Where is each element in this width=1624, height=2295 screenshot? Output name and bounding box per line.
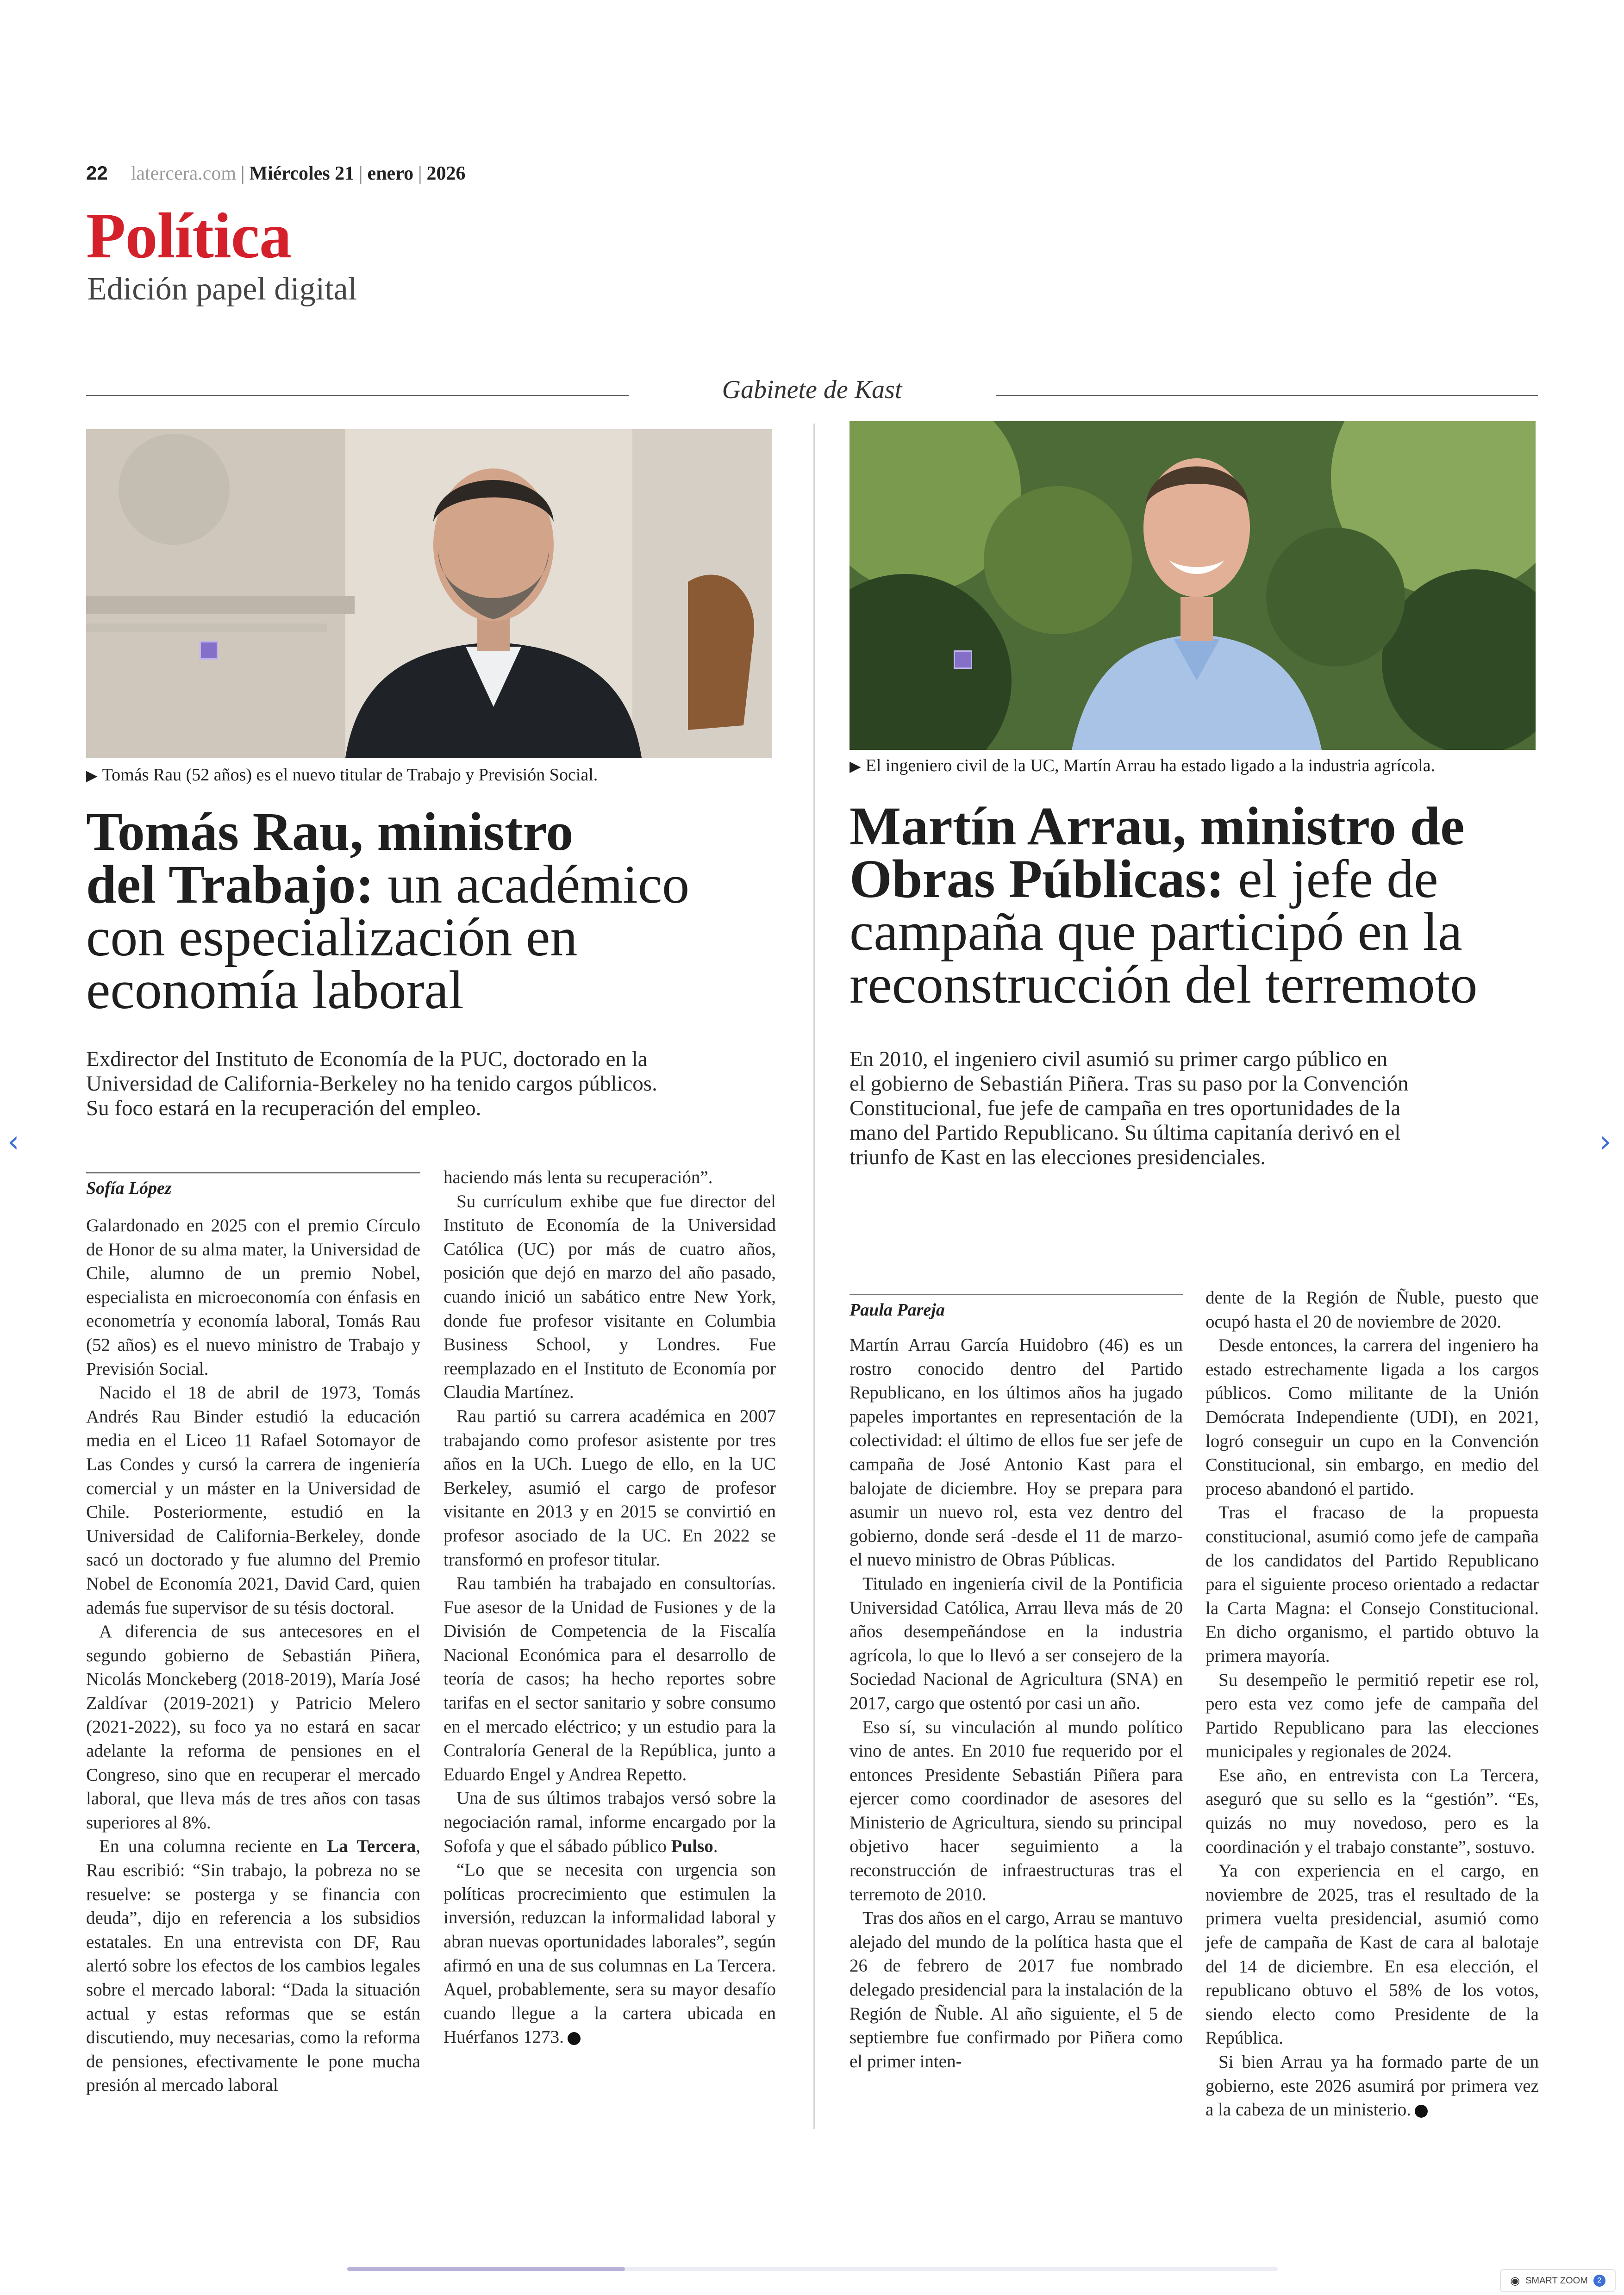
paragraph: En una columna reciente en La Tercera, Rau escribió: “Sin trabajo, la pobreza no se resuelve: se posterga y se financia con deuda”, dijo en referencia a los subsidios estatales. En una entrevista con DF, Rau alertó sobre los efectos de los cambios legales sobre el mercado laboral: “Dada la situación actual y estas reformas que se están discutiendo, muy necesarias, como la reforma de pensiones, efectivamente le pone mucha presión al mercado laboral: [86, 1836, 420, 2095]
edition-subtitle: Edición papel digital: [87, 271, 357, 307]
paragraph: Tras el fracaso de la propuesta constitucional, asumió como jefe de campaña de los candidatos del Partido Republicano para el siguiente proceso orientado a redactar la Carta Magna: el Consejo Constitucional. En dicho organismo, el partido obtuvo la primera mayoría.: [1206, 1503, 1539, 1666]
paragraph: Rau también ha trabajado en consultorías. Fue asesor de la Unidad de Fusiones y de la División de Competencia de la Fiscalía Nacional Económica para el desarrollo de teoría de casos; ha hecho reportes sobre tarifas en el sector sanitario y sobre consumo en el mercado eléctrico; y un estudio para la Contraloría General de la República, junto a Eduardo Engel y Andrea Repetto.: [443, 1573, 776, 1784]
smart-zoom-label: SMART ZOOM: [1525, 2275, 1588, 2286]
photo-badge-icon: [200, 641, 218, 660]
prev-page-arrow-icon[interactable]: ‹: [7, 1125, 19, 1159]
photo-caption-arrau: ▶ El ingeniero civil de la UC, Martín Arrau ha estado ligado a la industria agrícola.: [849, 756, 1436, 775]
paragraph: Ya con experiencia en el cargo, en noviembre de 2025, tras el resultado de la primera vuelta presidencial, asumió como jefe de campaña de Kast de cara al balotaje del 14 de diciembre. En esa elección, el republicano obtuvo el 58% de los votos, siendo electo como Presidente de la República.: [1206, 1861, 1539, 2048]
next-page-arrow-icon[interactable]: ›: [1599, 1125, 1612, 1159]
paragraph: Eso sí, su vinculación al mundo político vino de antes. En 2010 fue requerido por el entonces Presidente Sebastián Piñera para ejercer como coordinador de asesores del Ministerio de Agricultura, siendo su principal objetivo hacer seguimiento a la reconstrucción de infraestructuras tras el terremoto de 2010.: [849, 1717, 1183, 1904]
smart-zoom-button[interactable]: [1500, 2269, 1616, 2292]
paragraph: Su currículum exhibe que fue director del Instituto de Economía de la Universidad Católica (UC) por más de cuatro años, posición que dejó en marzo del año pasado, cuando inició un sabático entre New York, donde fue profesor visitante en Columbia Business School, y Londres. Fue reemplazado en el Instituto de Economía por Claudia Martínez.: [443, 1191, 776, 1403]
photo-rau-illustration: [86, 429, 772, 758]
paragraph: Si bien Arrau ya ha formado parte de un gobierno, este 2026 asumirá por primera vez a la cabeza de un ministerio.: [1206, 2052, 1539, 2120]
paragraph: A diferencia de sus antecesores en el segundo gobierno de Sebastián Piñera, Nicolás Monckeberg (2018-2019), María José Zaldívar (2019-2021) y Patricio Melero (2021-2022), su foco ya no estará en sacar adelante la reforma de pensiones en el Congreso, sino que en recuperar el mercado laboral, que lleva más de tres años con tasas superiores al 8%.: [86, 1621, 420, 1833]
body-rau-col2: [443, 1166, 776, 2049]
date-day: Miércoles 21: [249, 163, 355, 184]
paragraph: Titulado en ingeniería civil de la Pontificia Universidad Católica, Arrau lleva más de 20 años desempeñándose en la industria agrícola, lo que lo llevó a ser consejero de la Sociedad Nacional de Agricultura (SNA) en 2017, cargo que ostentó por casi un año.: [849, 1573, 1183, 1713]
date-month: enero: [367, 163, 414, 184]
photo-caption-rau: ▶ Tomás Rau (52 años) es el nuevo titular de Trabajo y Previsión Social.: [86, 765, 598, 785]
paragraph: “Lo que se necesita con urgencia son políticas procrecimiento que estimulen la inversión, reduzcan la informalidad laboral y abran nuevas oportunidades laborales”, según afirmó en una de sus columnas en La Tercera. Aquel, probablemente, sera su mayor desafío cuando llegue a la cartera ubicada en Huérfanos 1273.: [443, 1860, 776, 2047]
header-dateline: 22 latercera.com | Miércoles 21 | enero | 2026: [86, 162, 466, 184]
paragraph: Martín Arrau García Huidobro (46) es un rostro conocido dentro del Partido Republicano, en los últimos años ha jugado papeles importantes en representación de la colectividad: el último de ellos fue ser jefe de campaña de José Antonio Kast para el balojate de diciembre. Hoy se prepara para asumir un nuevo rol, esta vez dentro del gobierno, donde será -desde el 11 de marzo- el nuevo ministro de Obras Públicas.: [849, 1335, 1183, 1570]
photo-arrau-illustration: [849, 421, 1536, 750]
deck-arrau: En 2010, el ingeniero civil asumió su primer cargo público en el gobierno de Sebastián Piñera. Tras su paso por la Convención Constitucional, fue jefe de campaña en tres oportunidades de la mano del Partido Republicano. Su última capitanía derivó en el triunfo de Kast en las elecciones presidenciales.: [849, 1047, 1409, 1169]
eye-icon: ◉: [1510, 2274, 1520, 2287]
paragraph: Ese año, en entrevista con La Tercera, aseguró que su sello es la “gestión”. “Es, quizás no muy novedoso, pero es la coordinación y el trabajo constante”, sostuvo.: [1206, 1765, 1539, 1857]
headline-rau: Tomás Rau, ministro del Trabajo: un académico con especialización en economía laboral: [86, 801, 690, 1020]
photo-badge-icon: [954, 650, 972, 669]
paragraph: dente de la Región de Ñuble, puesto que ocupó hasta el 20 de noviembre de 2020.: [1206, 1288, 1539, 1332]
kicker: Gabinete de Kast: [722, 375, 902, 404]
caption-triangle-icon: ▶: [86, 767, 98, 784]
paragraph: Tras dos años en el cargo, Arrau se mantuvo alejado del mundo de la política hasta que el 26 de febrero de 2017 fue nombrado delegado presidencial para la instalación de la Región de Ñuble. Al año siguiente, el 5 de septiembre fue confirmado por Piñera como el primer inten-: [849, 1908, 1183, 2071]
paragraph: haciendo más lenta su recuperación”.: [443, 1167, 713, 1187]
body-rau-col1: [86, 1214, 420, 2097]
paragraph: Nacido el 18 de abril de 1973, Tomás Andrés Rau Binder estudió la educación media en el Liceo 11 Rafael Sotomayor de Las Condes y cursó la carrera de ingeniería comercial y un máster en la Universidad de Chile. Posteriormente, estudió en la Universidad de California-Berkeley, donde sacó un doctorado y fue alumno del Premio Nobel de Economía 2021, David Card, quien además fue supervisor de su tésis doctoral.: [86, 1383, 420, 1618]
photo-tomas-rau: [86, 429, 772, 758]
paragraph: Rau partió su carrera académica en 2007 trabajando como profesor asistente por tres años en la UCh. Luego de ello, en la UC Berkeley, asumió el cargo de profesor visitante en 2013 y en 2015 se convirtió en profesor asociado de la UC. En 2022 se transformó en profesor titular.: [443, 1406, 776, 1570]
end-mark-icon: [568, 2032, 581, 2045]
paragraph: Galardonado en 2025 con el premio Círculo de Honor de su alma mater, la Universidad de Chile, alumno de un premio Nobel, especialista en microeconomía con énfasis en econometría y economía laboral, Tomás Rau (52 años) es el nuevo ministro de Trabajo y Previsión Social.: [86, 1216, 420, 1379]
body-arrau-col1: [849, 1333, 1183, 2073]
paragraph: Desde entonces, la carrera del ingeniero ha estado estrechamente ligada a los cargos públicos. Como militante de la Unión Demócrata Independiente (UDI), en 2021, logró conseguir un cupo en la Convención Constitucional, sin embargo, en medio del proceso abandonó el partido.: [1206, 1335, 1539, 1499]
kicker-rule-right: [996, 395, 1538, 396]
page-scroll-thumb[interactable]: [347, 2267, 625, 2271]
body-arrau-col2: [1206, 1286, 1539, 2122]
paragraph: Una de sus últimos trabajos versó sobre la negociación ramal, informe encargado por la Sofofa y que el sábado público Pulso.: [443, 1788, 776, 1856]
headline-arrau: Martín Arrau, ministro de Obras Públicas: el jefe de campaña que participó en la reconstrucción del terremoto: [849, 796, 1478, 1015]
page-number: 22: [86, 162, 108, 184]
deck-rau: Exdirector del Instituto de Economía de la PUC, doctorado en la Universidad de California-Berkeley no ha tenido cargos públicos. Su foco estará en la recuperación del empleo.: [86, 1047, 657, 1120]
end-mark-icon: [1415, 2105, 1428, 2118]
byline-paula-pareja: Paula Pareja: [849, 1294, 1183, 1320]
caption-triangle-icon: ▶: [849, 757, 861, 775]
date-year: 2026: [426, 163, 466, 184]
byline-sofia-lopez: Sofía López: [86, 1172, 420, 1198]
paragraph: Su desempeño le permitió repetir ese rol, pero esta vez como jefe de campaña del Partido Republicano para las elecciones municipales y regionales de 2024.: [1206, 1670, 1539, 1762]
photo-martin-arrau: [849, 421, 1536, 750]
site-name: latercera.com: [131, 163, 237, 184]
column-divider: [813, 424, 815, 2129]
kicker-rule-left: [86, 395, 629, 396]
smart-zoom-count-badge: 2: [1593, 2275, 1605, 2287]
section-title: Política: [86, 200, 291, 272]
